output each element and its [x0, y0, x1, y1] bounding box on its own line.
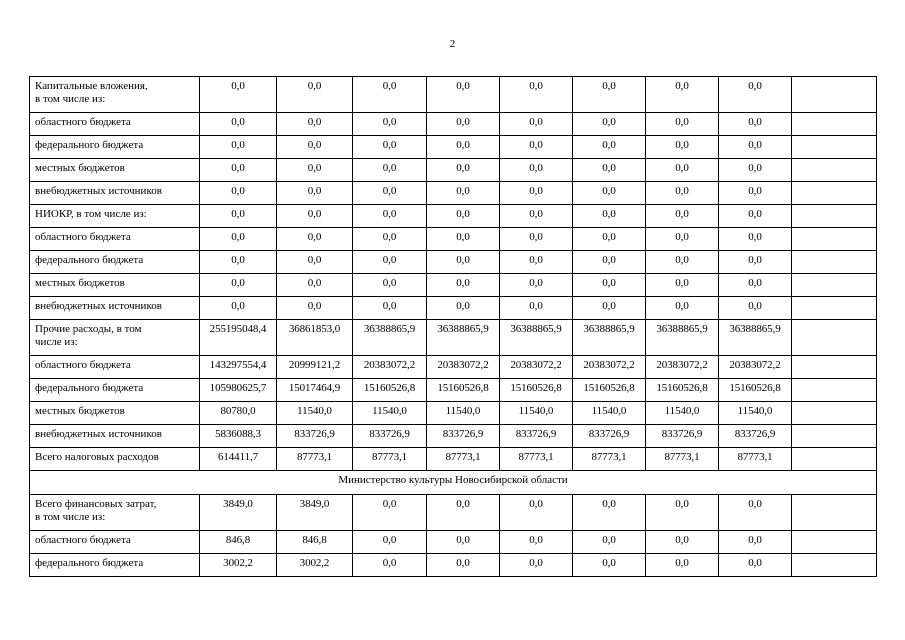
value-cell: 0,0 — [719, 251, 792, 274]
value-cell: 0,0 — [200, 182, 277, 205]
row-label: местных бюджетов — [30, 274, 200, 297]
value-cell: 833726,9 — [500, 425, 573, 448]
value-cell: 11540,0 — [500, 402, 573, 425]
extra-cell — [792, 531, 877, 554]
value-cell: 0,0 — [200, 228, 277, 251]
value-cell: 0,0 — [200, 113, 277, 136]
value-cell: 0,0 — [277, 205, 353, 228]
page-number: 2 — [449, 38, 456, 50]
value-cell: 0,0 — [646, 159, 719, 182]
value-cell: 0,0 — [573, 554, 646, 577]
value-cell: 0,0 — [573, 531, 646, 554]
extra-cell — [792, 205, 877, 228]
value-cell: 0,0 — [646, 251, 719, 274]
value-cell: 0,0 — [646, 136, 719, 159]
value-cell: 87773,1 — [277, 448, 353, 471]
table-body-bottom — [30, 495, 877, 577]
value-cell: 0,0 — [200, 297, 277, 320]
value-cell: 0,0 — [719, 228, 792, 251]
extra-cell — [792, 159, 877, 182]
value-cell: 0,0 — [719, 274, 792, 297]
table-row — [30, 136, 877, 159]
value-cell: 0,0 — [646, 297, 719, 320]
value-cell: 0,0 — [719, 136, 792, 159]
value-cell: 0,0 — [500, 495, 573, 531]
value-cell: 15160526,8 — [500, 379, 573, 402]
table-row — [30, 531, 877, 554]
value-cell: 0,0 — [200, 136, 277, 159]
table-row — [30, 320, 877, 356]
value-cell: 36388865,9 — [719, 320, 792, 356]
row-label: федерального бюджета — [30, 251, 200, 274]
table-row — [30, 182, 877, 205]
value-cell: 0,0 — [719, 77, 792, 113]
table-row — [30, 251, 877, 274]
extra-cell — [792, 228, 877, 251]
value-cell: 0,0 — [500, 251, 573, 274]
extra-cell — [792, 77, 877, 113]
value-cell: 0,0 — [646, 182, 719, 205]
value-cell: 0,0 — [719, 113, 792, 136]
value-cell: 0,0 — [427, 495, 500, 531]
value-cell: 0,0 — [646, 495, 719, 531]
value-cell: 0,0 — [646, 228, 719, 251]
value-cell: 36388865,9 — [353, 320, 427, 356]
extra-cell — [792, 379, 877, 402]
extra-cell — [792, 113, 877, 136]
value-cell: 0,0 — [277, 113, 353, 136]
value-cell: 0,0 — [573, 205, 646, 228]
value-cell: 0,0 — [500, 159, 573, 182]
value-cell: 87773,1 — [427, 448, 500, 471]
extra-cell — [792, 554, 877, 577]
value-cell: 5836088,3 — [200, 425, 277, 448]
value-cell: 0,0 — [353, 205, 427, 228]
row-label: Капитальные вложения, в том числе из: — [30, 77, 200, 113]
value-cell: 0,0 — [277, 159, 353, 182]
value-cell: 0,0 — [500, 228, 573, 251]
value-cell: 0,0 — [427, 205, 500, 228]
row-label: областного бюджета — [30, 356, 200, 379]
value-cell: 0,0 — [353, 159, 427, 182]
value-cell: 0,0 — [573, 228, 646, 251]
value-cell: 846,8 — [200, 531, 277, 554]
value-cell: 833726,9 — [277, 425, 353, 448]
table-row — [30, 379, 877, 402]
extra-cell — [792, 274, 877, 297]
table-row — [30, 402, 877, 425]
value-cell: 20383072,2 — [573, 356, 646, 379]
value-cell: 87773,1 — [646, 448, 719, 471]
value-cell: 3849,0 — [200, 495, 277, 531]
table-row — [30, 448, 877, 471]
value-cell: 15160526,8 — [573, 379, 646, 402]
value-cell: 0,0 — [646, 554, 719, 577]
value-cell: 0,0 — [277, 228, 353, 251]
value-cell: 0,0 — [277, 274, 353, 297]
section-title: Министерство культуры Новосибирской области — [30, 471, 877, 495]
value-cell: 833726,9 — [646, 425, 719, 448]
value-cell: 0,0 — [500, 554, 573, 577]
value-cell: 846,8 — [277, 531, 353, 554]
value-cell: 0,0 — [427, 251, 500, 274]
value-cell: 15160526,8 — [427, 379, 500, 402]
budget-table — [29, 76, 877, 577]
value-cell: 0,0 — [573, 251, 646, 274]
value-cell: 11540,0 — [719, 402, 792, 425]
row-label: областного бюджета — [30, 228, 200, 251]
value-cell: 0,0 — [646, 77, 719, 113]
value-cell: 0,0 — [277, 136, 353, 159]
value-cell: 0,0 — [646, 205, 719, 228]
value-cell: 0,0 — [200, 251, 277, 274]
value-cell: 0,0 — [353, 531, 427, 554]
value-cell: 11540,0 — [427, 402, 500, 425]
value-cell: 0,0 — [573, 113, 646, 136]
value-cell: 3002,2 — [277, 554, 353, 577]
extra-cell — [792, 402, 877, 425]
value-cell: 0,0 — [500, 77, 573, 113]
row-label: внебюджетных источников — [30, 182, 200, 205]
value-cell: 0,0 — [573, 136, 646, 159]
value-cell: 0,0 — [427, 136, 500, 159]
value-cell: 0,0 — [573, 297, 646, 320]
value-cell: 3002,2 — [200, 554, 277, 577]
value-cell: 87773,1 — [353, 448, 427, 471]
value-cell: 0,0 — [200, 159, 277, 182]
value-cell: 0,0 — [573, 182, 646, 205]
value-cell: 0,0 — [353, 251, 427, 274]
value-cell: 0,0 — [353, 113, 427, 136]
value-cell: 20383072,2 — [427, 356, 500, 379]
value-cell: 0,0 — [500, 136, 573, 159]
value-cell: 0,0 — [427, 113, 500, 136]
value-cell: 0,0 — [646, 531, 719, 554]
value-cell: 833726,9 — [573, 425, 646, 448]
value-cell: 0,0 — [277, 251, 353, 274]
table-row — [30, 554, 877, 577]
value-cell: 0,0 — [719, 531, 792, 554]
table-row — [30, 77, 877, 113]
value-cell: 0,0 — [427, 159, 500, 182]
row-label: областного бюджета — [30, 113, 200, 136]
row-label: внебюджетных источников — [30, 425, 200, 448]
value-cell: 0,0 — [719, 182, 792, 205]
value-cell: 36388865,9 — [646, 320, 719, 356]
value-cell: 11540,0 — [646, 402, 719, 425]
table-body-top — [30, 77, 877, 471]
value-cell: 0,0 — [427, 554, 500, 577]
value-cell: 11540,0 — [277, 402, 353, 425]
value-cell: 0,0 — [277, 77, 353, 113]
value-cell: 15160526,8 — [646, 379, 719, 402]
value-cell: 20383072,2 — [353, 356, 427, 379]
table-row — [30, 356, 877, 379]
value-cell: 15017464,9 — [277, 379, 353, 402]
value-cell: 0,0 — [500, 113, 573, 136]
value-cell: 15160526,8 — [353, 379, 427, 402]
extra-cell — [792, 297, 877, 320]
value-cell: 0,0 — [353, 495, 427, 531]
value-cell: 0,0 — [719, 297, 792, 320]
value-cell: 0,0 — [573, 77, 646, 113]
row-label: НИОКР, в том числе из: — [30, 205, 200, 228]
table-row — [30, 228, 877, 251]
value-cell: 0,0 — [646, 274, 719, 297]
value-cell: 20383072,2 — [500, 356, 573, 379]
extra-cell — [792, 136, 877, 159]
value-cell: 0,0 — [353, 297, 427, 320]
row-label: местных бюджетов — [30, 159, 200, 182]
value-cell: 0,0 — [200, 274, 277, 297]
value-cell: 0,0 — [500, 182, 573, 205]
value-cell: 833726,9 — [719, 425, 792, 448]
value-cell: 0,0 — [500, 297, 573, 320]
row-label: местных бюджетов — [30, 402, 200, 425]
table-row — [30, 495, 877, 531]
value-cell: 143297554,4 — [200, 356, 277, 379]
value-cell: 0,0 — [277, 182, 353, 205]
value-cell: 0,0 — [427, 228, 500, 251]
value-cell: 36388865,9 — [573, 320, 646, 356]
value-cell: 15160526,8 — [719, 379, 792, 402]
value-cell: 0,0 — [353, 274, 427, 297]
value-cell: 0,0 — [573, 495, 646, 531]
value-cell: 0,0 — [500, 531, 573, 554]
value-cell: 0,0 — [719, 205, 792, 228]
table-row — [30, 274, 877, 297]
value-cell: 20383072,2 — [719, 356, 792, 379]
extra-cell — [792, 425, 877, 448]
value-cell: 0,0 — [427, 77, 500, 113]
section-header-body — [30, 471, 877, 495]
value-cell: 255195048,4 — [200, 320, 277, 356]
value-cell: 20383072,2 — [646, 356, 719, 379]
value-cell: 0,0 — [573, 159, 646, 182]
section-row — [30, 471, 877, 495]
extra-cell — [792, 448, 877, 471]
value-cell: 87773,1 — [719, 448, 792, 471]
table-row — [30, 425, 877, 448]
value-cell: 0,0 — [500, 205, 573, 228]
value-cell: 0,0 — [427, 297, 500, 320]
value-cell: 0,0 — [277, 297, 353, 320]
value-cell: 87773,1 — [500, 448, 573, 471]
extra-cell — [792, 251, 877, 274]
value-cell: 614411,7 — [200, 448, 277, 471]
value-cell: 0,0 — [427, 274, 500, 297]
value-cell: 0,0 — [646, 113, 719, 136]
table-row — [30, 205, 877, 228]
value-cell: 833726,9 — [427, 425, 500, 448]
row-label: Всего налоговых расходов — [30, 448, 200, 471]
row-label: областного бюджета — [30, 531, 200, 554]
extra-cell — [792, 495, 877, 531]
value-cell: 0,0 — [353, 136, 427, 159]
value-cell: 0,0 — [719, 495, 792, 531]
value-cell: 36388865,9 — [427, 320, 500, 356]
value-cell: 36861853,0 — [277, 320, 353, 356]
value-cell: 0,0 — [719, 159, 792, 182]
row-label: федерального бюджета — [30, 379, 200, 402]
value-cell: 0,0 — [353, 182, 427, 205]
value-cell: 0,0 — [500, 274, 573, 297]
table-row — [30, 113, 877, 136]
value-cell: 3849,0 — [277, 495, 353, 531]
value-cell: 0,0 — [353, 554, 427, 577]
extra-cell — [792, 320, 877, 356]
value-cell: 0,0 — [427, 531, 500, 554]
row-label: федерального бюджета — [30, 136, 200, 159]
value-cell: 80780,0 — [200, 402, 277, 425]
row-label: внебюджетных источников — [30, 297, 200, 320]
value-cell: 11540,0 — [573, 402, 646, 425]
extra-cell — [792, 356, 877, 379]
value-cell: 36388865,9 — [500, 320, 573, 356]
value-cell: 11540,0 — [353, 402, 427, 425]
extra-cell — [792, 182, 877, 205]
value-cell: 20999121,2 — [277, 356, 353, 379]
value-cell: 0,0 — [719, 554, 792, 577]
value-cell: 0,0 — [200, 77, 277, 113]
value-cell: 833726,9 — [353, 425, 427, 448]
row-label: Всего финансовых затрат, в том числе из: — [30, 495, 200, 531]
value-cell: 87773,1 — [573, 448, 646, 471]
value-cell: 0,0 — [573, 274, 646, 297]
table-row — [30, 297, 877, 320]
value-cell: 0,0 — [353, 77, 427, 113]
value-cell: 0,0 — [353, 228, 427, 251]
table-row — [30, 159, 877, 182]
row-label: Прочие расходы, в том числе из: — [30, 320, 200, 356]
value-cell: 0,0 — [427, 182, 500, 205]
value-cell: 105980625,7 — [200, 379, 277, 402]
row-label: федерального бюджета — [30, 554, 200, 577]
value-cell: 0,0 — [200, 205, 277, 228]
